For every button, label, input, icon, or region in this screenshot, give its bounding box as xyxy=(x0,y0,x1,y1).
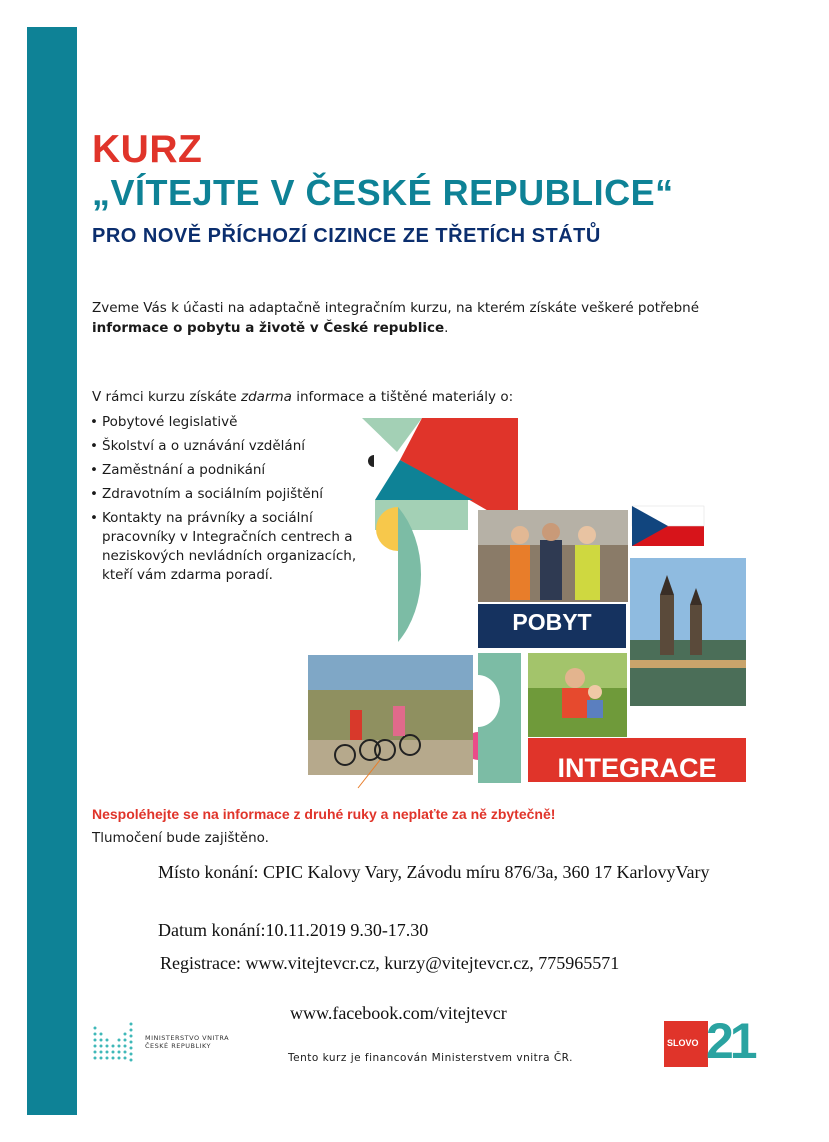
ministry-line1: MINISTERSTVO VNITRA xyxy=(145,1034,230,1042)
photo-collage xyxy=(300,410,760,790)
list-item: • Zdravotním a sociálním pojištění xyxy=(88,485,368,504)
pobyt-label: POBYT xyxy=(512,609,592,635)
cyclists-photo xyxy=(308,655,473,775)
materials-lead xyxy=(92,389,513,405)
list-item: • Zaměstnání a podnikání xyxy=(88,461,368,480)
integrace-label: INTEGRACE xyxy=(557,753,717,783)
lead-italic: zdarma xyxy=(241,389,292,405)
intro-paragraph xyxy=(92,298,732,338)
list-item: • Školství a o uznávání vzdělání xyxy=(88,437,368,456)
intro-bold: informace o pobytu a životě v České republice xyxy=(92,320,445,336)
family-photo xyxy=(528,653,627,737)
intro-end: . xyxy=(444,320,449,336)
workers-photo xyxy=(478,510,628,602)
czech-flag-image xyxy=(632,506,704,546)
interpretation-text: Tlumočení bude zajištěno. xyxy=(92,830,269,846)
lead-before: V rámci kurzu získáte xyxy=(92,389,242,405)
date-text: Datum konání:10.11.2019 9.30-17.30 xyxy=(158,920,429,940)
dark-half-circle-shape xyxy=(368,455,374,467)
slovo-label: SLOVO xyxy=(667,1038,699,1048)
list-item: • Kontakty na právníky a sociální pracovníky v Integračních centrech a neziskových nevládních organizacích, kteří vám zdarma poradí. xyxy=(88,509,368,585)
teal-sidebar xyxy=(27,27,77,1115)
funding-note: Tento kurz je financován Ministerstvem vnitra ČR. xyxy=(288,1052,573,1064)
slovo-number: 21 xyxy=(706,1013,754,1069)
ministry-line2: ČESKÉ REPUBLIKY xyxy=(145,1042,212,1050)
prague-photo xyxy=(630,558,746,706)
kurz-heading: KURZ xyxy=(92,128,203,171)
registration-text: Registrace: www.vitejtevcr.cz, kurzy@vitejtevcr.cz, 775965571 xyxy=(160,953,620,973)
facebook-link[interactable]: www.facebook.com/vitejtevcr xyxy=(290,1003,507,1023)
venue-text: Místo konání: CPIC Kalovy Vary, Závodu míru 876/3a, 360 17 KarlovyVary xyxy=(158,862,710,882)
warning-text: Nespoléhejte se na informace z druhé ruky a neplaťte za ně zbytečně! xyxy=(92,806,556,822)
course-title: „VÍTEJTE V ČESKÉ REPUBLICE“ xyxy=(92,172,674,213)
list-item: • Pobytové legislativě xyxy=(88,413,368,432)
lead-after: informace a tištěné materiály o: xyxy=(291,389,514,405)
course-subtitle: PRO NOVĚ PŘÍCHOZÍ CIZINCE ZE TŘETÍCH STÁTŮ xyxy=(92,225,601,247)
ministry-logo-text xyxy=(145,1034,229,1050)
intro-text: Zveme Vás k účasti na adaptačně integračním kurzu, na kterém získáte veškeré potřebné xyxy=(92,300,700,316)
